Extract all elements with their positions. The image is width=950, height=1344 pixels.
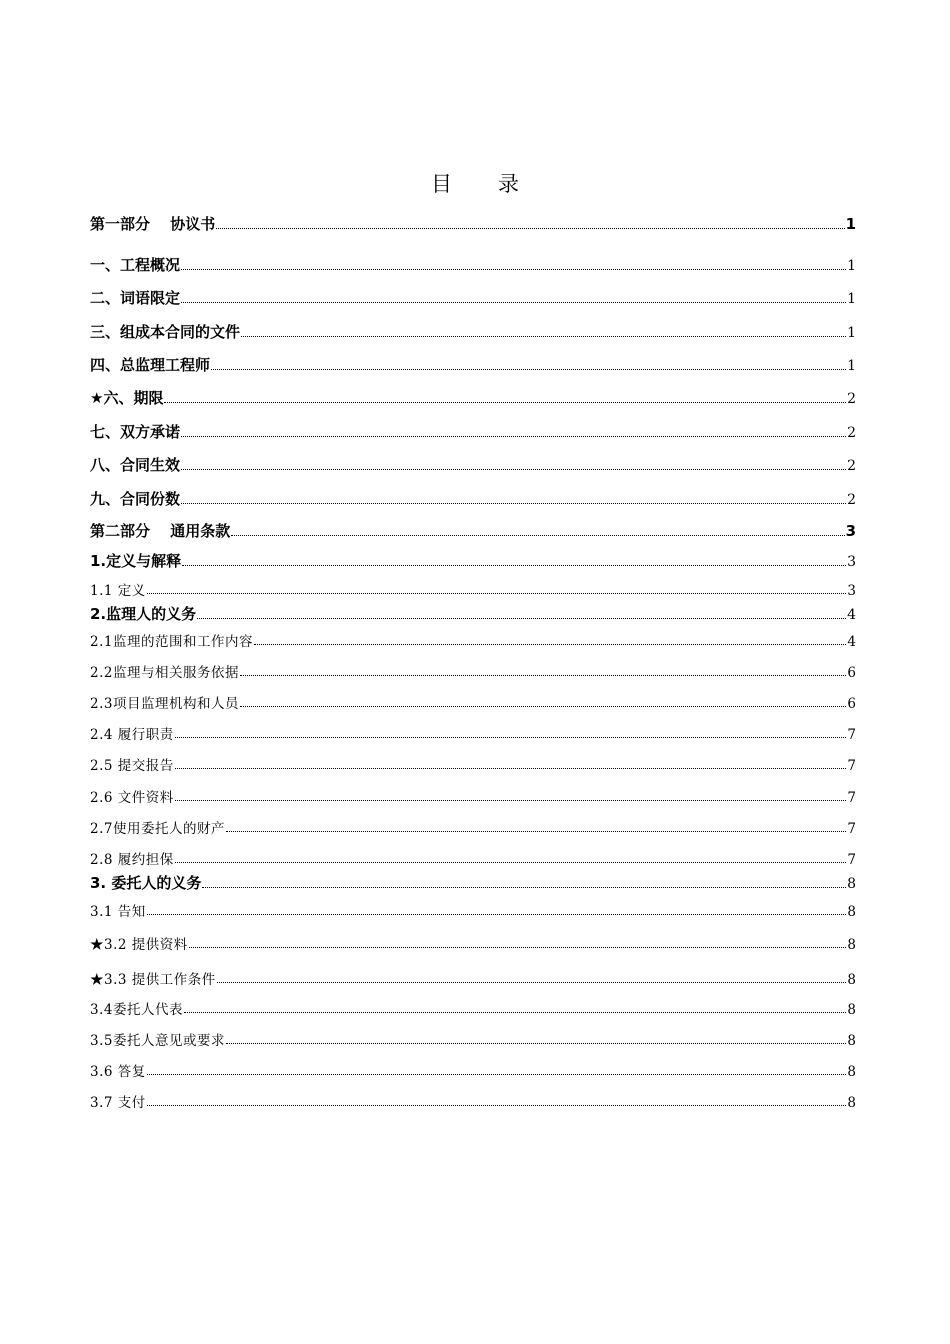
toc-entry[interactable] [90,287,856,308]
toc-entry-page-number: 1 [847,258,856,274]
toc-entry-page-number: 8 [847,1002,856,1018]
toc-entry-page-number: 8 [847,1033,856,1049]
toc-entry[interactable] [90,254,856,275]
toc-leader-dots [240,674,846,676]
toc-leader-dots [164,401,846,403]
toc-entry-page-number: 7 [847,821,856,837]
toc-entry[interactable] [90,933,856,953]
toc-entry-label: 2.8 履约担保 [90,852,174,868]
toc-entry-label: 2.2监理与相关服务依据 [90,665,239,681]
toc-entry-label: 九、合同份数 [90,490,181,508]
toc-entry-label: 3.6 答复 [90,1064,146,1080]
toc-entry-label: 2.4 履行职责 [90,727,174,743]
toc-entry[interactable] [90,872,856,893]
toc-leader-dots [181,268,846,270]
toc-entry[interactable] [90,817,856,837]
toc-leader-dots [175,861,847,863]
toc-leader-dots [147,1073,847,1075]
toc-entry-page-number: 6 [847,665,856,681]
toc-entry-page-number: 8 [847,904,856,920]
toc-entry-label: ★3.3 提供工作条件 [90,972,216,988]
toc-leader-dots [181,502,846,504]
toc-leader-dots [254,643,846,645]
toc-leader-dots [181,435,846,437]
toc-entry-page-number: 1 [845,215,856,233]
toc-leader-dots [211,368,846,370]
toc-entry-label: 3.1 告知 [90,904,146,920]
toc-entry[interactable] [90,900,856,920]
toc-leader-dots [175,736,847,738]
toc-entry-page-number: 4 [847,634,856,650]
toc-entry[interactable] [90,387,856,408]
toc-leader-dots [226,1042,846,1044]
toc-leader-dots [181,468,846,470]
toc-entry-label: ★3.2 提供资料 [90,937,188,953]
toc-entry-page-number: 8 [847,1064,856,1080]
toc-entry-label: 第一部分 协议书 [90,215,216,233]
toc-leader-dots [216,227,844,229]
toc-leader-dots [147,592,847,594]
toc-entry-page-number: 1 [847,358,856,374]
toc-title-char-1: 目 [431,172,452,196]
toc-entry-page-number: 3 [847,583,856,599]
toc-leader-dots [175,767,847,769]
toc-entry[interactable] [90,754,856,774]
toc-title [0,168,950,198]
toc-entry-label: 一、工程概况 [90,256,181,274]
toc-entry-label: 四、总监理工程师 [90,356,211,374]
toc-entry[interactable] [90,968,856,988]
toc-entry-page-number: 6 [847,696,856,712]
toc-entry[interactable] [90,354,856,375]
toc-entry-label: 2.1监理的范围和工作内容 [90,634,253,650]
toc-entry[interactable] [90,661,856,681]
toc-entry[interactable] [90,630,856,650]
toc-entry[interactable] [90,520,856,541]
toc-entry[interactable] [90,454,856,475]
toc-entry[interactable] [90,488,856,509]
toc-entry-label: 2.6 文件资料 [90,790,174,806]
toc-leader-dots [240,705,846,707]
toc-entry[interactable] [90,421,856,442]
toc-entry[interactable] [90,786,856,806]
toc-entry[interactable] [90,1029,856,1049]
toc-entry-label: 3.5委托人意见或要求 [90,1033,225,1049]
toc-entry-label: 八、合同生效 [90,456,181,474]
toc-leader-dots [241,335,846,337]
toc-entry[interactable] [90,848,856,868]
toc-entry-label: 3. 委托人的义务 [90,874,202,892]
toc-entry-page-number: 8 [847,876,856,892]
toc-entry-page-number: 4 [847,607,856,623]
toc-entry[interactable] [90,579,856,599]
toc-entry[interactable] [90,692,856,712]
toc-entry[interactable] [90,723,856,743]
toc-entry-label: 二、词语限定 [90,289,181,307]
toc-entry-page-number: 7 [847,790,856,806]
toc-leader-dots [226,830,846,832]
toc-entry-label: 2.7使用委托人的财产 [90,821,225,837]
toc-entry-label: 三、组成本合同的文件 [90,323,241,341]
toc-entry-page-number: 8 [847,937,856,953]
toc-entry-page-number: 2 [847,492,856,508]
toc-entry-label: 2.监理人的义务 [90,605,197,623]
toc-leader-dots [147,1104,847,1106]
toc-entry-label: 3.7 支付 [90,1095,146,1111]
toc-entry-label: 2.5 提交报告 [90,758,174,774]
toc-leader-dots [181,301,846,303]
toc-entry-page-number: 2 [847,425,856,441]
toc-entry-label: 1.定义与解释 [90,552,182,570]
toc-entry[interactable] [90,321,856,342]
toc-leader-dots [175,799,847,801]
toc-leader-dots [147,913,847,915]
toc-entry-label: 2.3项目监理机构和人员 [90,696,239,712]
toc-leader-dots [197,617,846,619]
toc-entry[interactable] [90,603,856,624]
toc-entry-page-number: 1 [847,325,856,341]
toc-entry-page-number: 3 [847,554,856,570]
toc-leader-dots [202,886,846,888]
toc-entry-page-number: 1 [847,291,856,307]
toc-entry-label: 第二部分 通用条款 [90,522,231,540]
toc-entry-page-number: 2 [847,458,856,474]
toc-leader-dots [182,564,846,566]
toc-entry-label: 3.4委托人代表 [90,1002,183,1018]
toc-entry[interactable] [90,1060,856,1080]
toc-entry-page-number: 7 [847,758,856,774]
toc-entry-page-number: 3 [845,522,856,540]
toc-entry-page-number: 8 [847,1095,856,1111]
toc-entry[interactable] [90,1091,856,1111]
toc-title-char-2: 录 [498,172,519,196]
toc-entry-page-number: 8 [847,972,856,988]
toc-leader-dots [217,981,847,983]
toc-entry-page-number: 2 [847,391,856,407]
toc-entry-label: ★六、期限 [90,389,164,407]
toc-leader-dots [189,946,847,948]
toc-entry-page-number: 7 [847,727,856,743]
toc-leader-dots [231,534,844,536]
toc-entry-label: 七、双方承诺 [90,423,181,441]
toc-entry[interactable] [90,550,856,571]
toc-entry[interactable] [90,998,856,1018]
toc-entry[interactable] [90,213,856,234]
toc-entry-page-number: 7 [847,852,856,868]
toc-entry-label: 1.1 定义 [90,583,146,599]
toc-leader-dots [184,1011,846,1013]
